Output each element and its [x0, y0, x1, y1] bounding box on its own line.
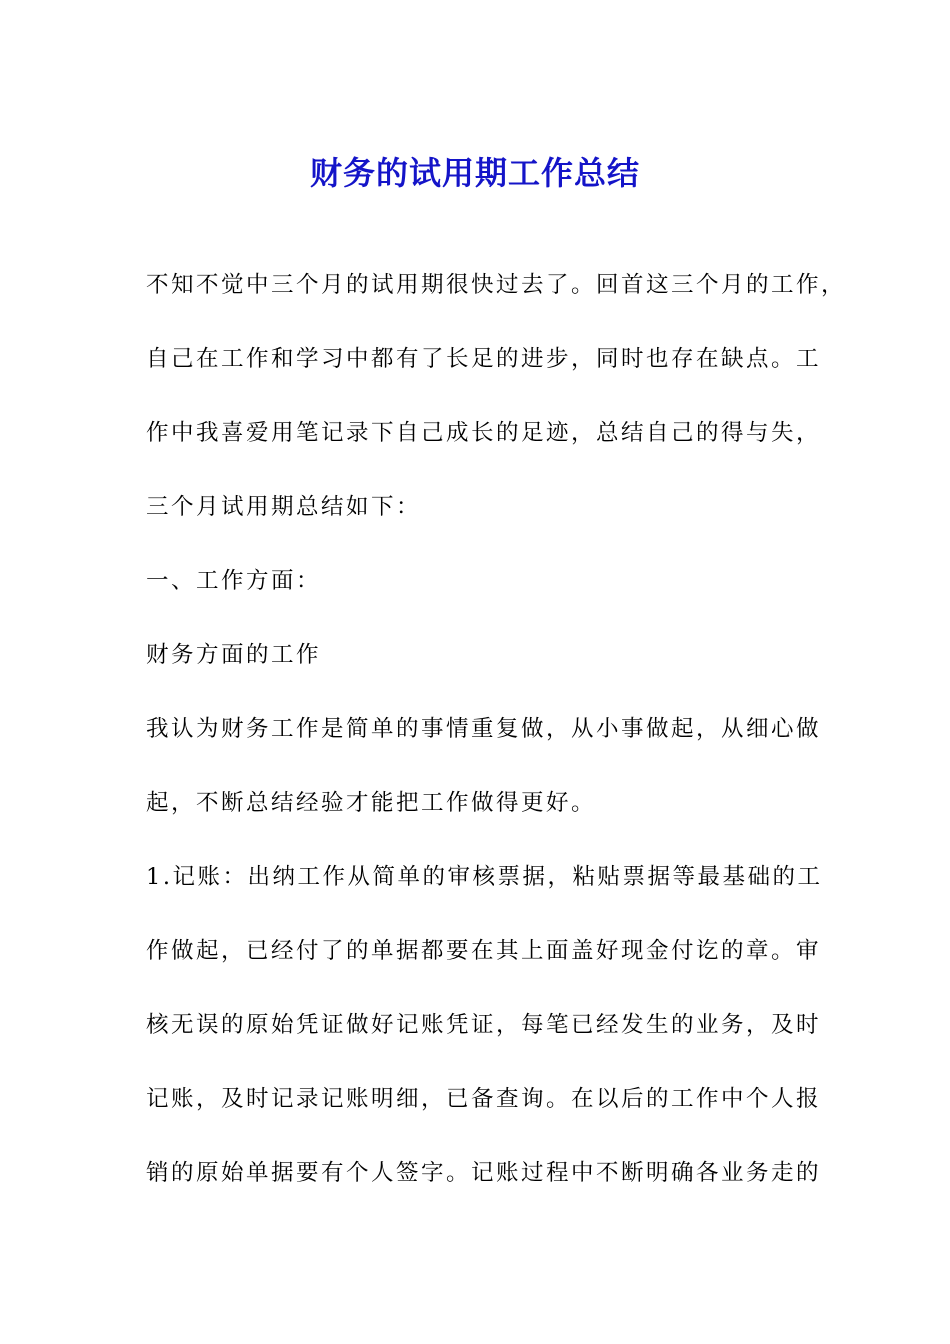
paragraph-line: 不知不觉中三个月的试用期很快过去了。回首这三个月的工作，	[146, 272, 847, 298]
subsection-heading: 财务方面的工作	[146, 642, 322, 668]
list-item-line: 核无误的原始凭证做好记账凭证，每笔已经发生的业务，及时	[146, 1012, 822, 1038]
document-title: 财务的试用期工作总结	[309, 154, 640, 193]
paragraph-line: 作中我喜爱用笔记录下自己成长的足迹，总结自己的得与失，	[146, 420, 822, 446]
list-item-line: 作做起，已经付了的单据都要在其上面盖好现金付讫的章。审	[146, 938, 822, 964]
list-item-line: 记账，及时记录记账明细，已备查询。在以后的工作中个人报	[146, 1086, 822, 1112]
document-body	[146, 262, 847, 1224]
section-heading: 一、工作方面：	[146, 568, 322, 594]
paragraph-line: 自己在工作和学习中都有了长足的进步，同时也存在缺点。工	[146, 346, 822, 372]
paragraph-line: 起，不断总结经验才能把工作做得更好。	[146, 790, 597, 816]
paragraph-line: 三个月试用期总结如下：	[146, 494, 422, 520]
list-item-line: 销的原始单据要有个人签字。记账过程中不断明确各业务走的	[146, 1160, 822, 1186]
paragraph-line: 我认为财务工作是简单的事情重复做，从小事做起，从细心做	[146, 716, 822, 742]
list-item-line: 1.记账：出纳工作从简单的审核票据，粘贴票据等最基础的工	[146, 864, 823, 890]
